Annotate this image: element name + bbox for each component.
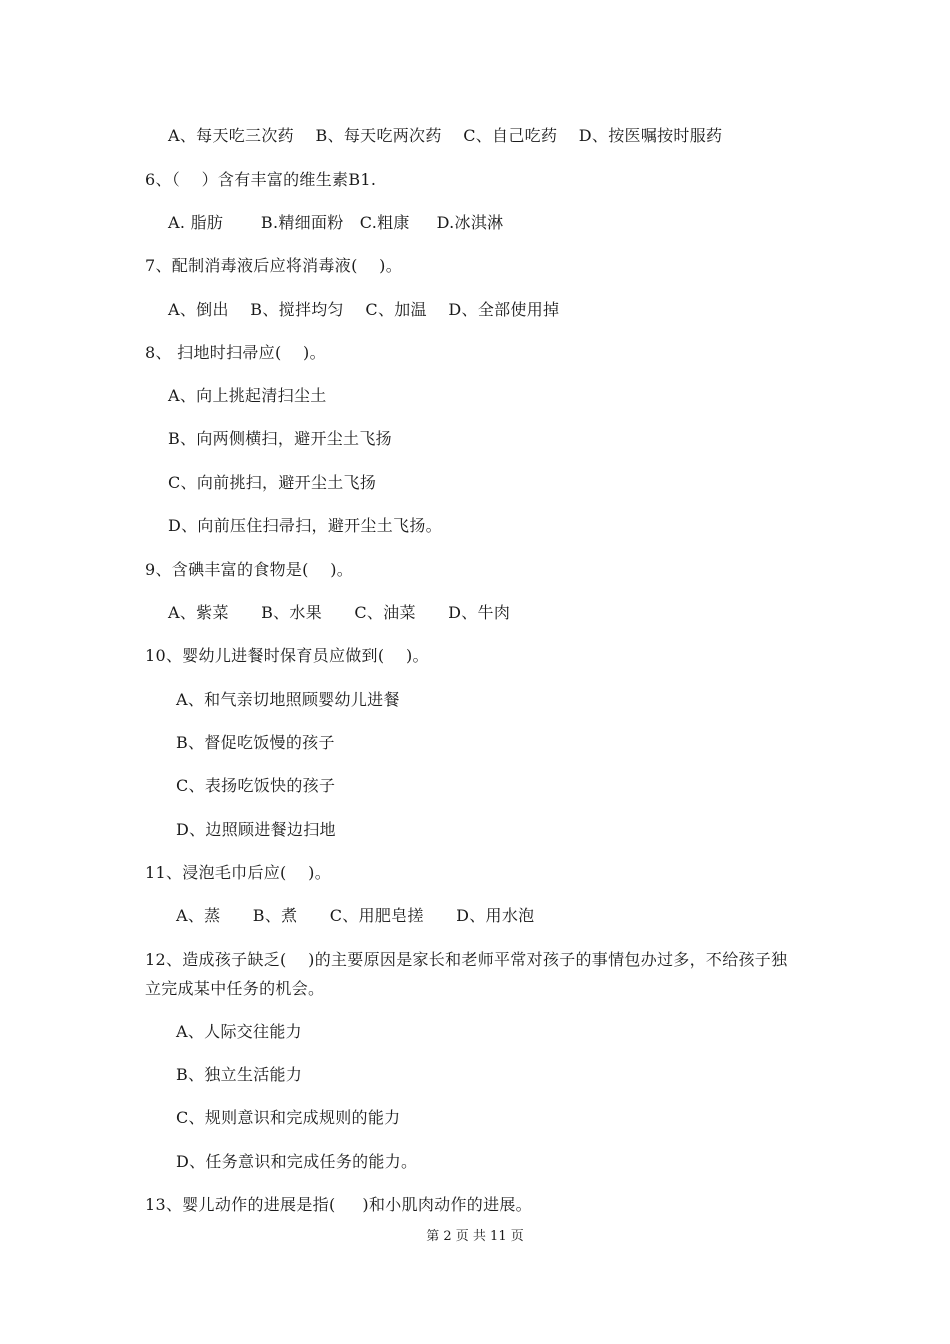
page-number-footer: 第 2 页 共 11 页 (426, 1229, 524, 1244)
q11-options: A、蒸 B、煮 C、用肥皂搓 D、用水泡 (176, 906, 535, 925)
q12-option-b: B、独立生活能力 (176, 1065, 303, 1084)
q6-question: 6、（ ）含有丰富的维生素B1. (145, 170, 377, 189)
q10-question: 10、婴幼儿进餐时保育员应做到( )。 (145, 646, 429, 665)
q8-question: 8、 扫地时扫帚应( )。 (145, 343, 326, 362)
q6-options: A. 脂肪 B.精细面粉 C.粗康 D.冰淇淋 (168, 213, 504, 232)
q8-option-c: C、向前挑扫，避开尘土飞扬 (168, 473, 377, 492)
q5-options: A、每天吃三次药 B、每天吃两次药 C、自己吃药 D、按医嘱按时服药 (168, 126, 723, 145)
q13-question: 13、婴儿动作的进展是指( )和小肌肉动作的进展。 (145, 1195, 532, 1214)
q8-option-b: B、向两侧横扫，避开尘土飞扬 (168, 429, 392, 448)
q12-option-c: C、规则意识和完成规则的能力 (176, 1108, 401, 1127)
q12-question-line1: 12、造成孩子缺乏( )的主要原因是家长和老师平常对孩子的事情包办过多，不给孩子独 (145, 950, 788, 969)
q8-option-d: D、向前压住扫帚扫，避开尘土飞扬。 (168, 516, 442, 535)
q11-question: 11、浸泡毛巾后应( )。 (145, 863, 331, 882)
q7-options: A、倒出 B、搅拌均匀 C、加温 D、全部使用掉 (168, 300, 560, 319)
q10-option-b: B、督促吃饭慢的孩子 (176, 733, 335, 752)
q7-question: 7、配制消毒液后应将消毒液( )。 (145, 256, 403, 275)
q12-question-line2: 立完成某中任务的机会。 (145, 979, 325, 998)
q10-option-d: D、边照顾进餐边扫地 (176, 820, 336, 839)
q10-option-a: A、和气亲切地照顾婴幼儿进餐 (176, 690, 400, 709)
q10-option-c: C、表扬吃饭快的孩子 (176, 776, 336, 795)
q12-option-a: A、人际交往能力 (176, 1022, 302, 1041)
q12-option-d: D、任务意识和完成任务的能力。 (176, 1152, 418, 1171)
q8-option-a: A、向上挑起清扫尘土 (168, 386, 327, 405)
q9-question: 9、含碘丰富的食物是( )。 (145, 560, 354, 579)
q9-options: A、紫菜 B、水果 C、油菜 D、牛肉 (168, 603, 511, 622)
